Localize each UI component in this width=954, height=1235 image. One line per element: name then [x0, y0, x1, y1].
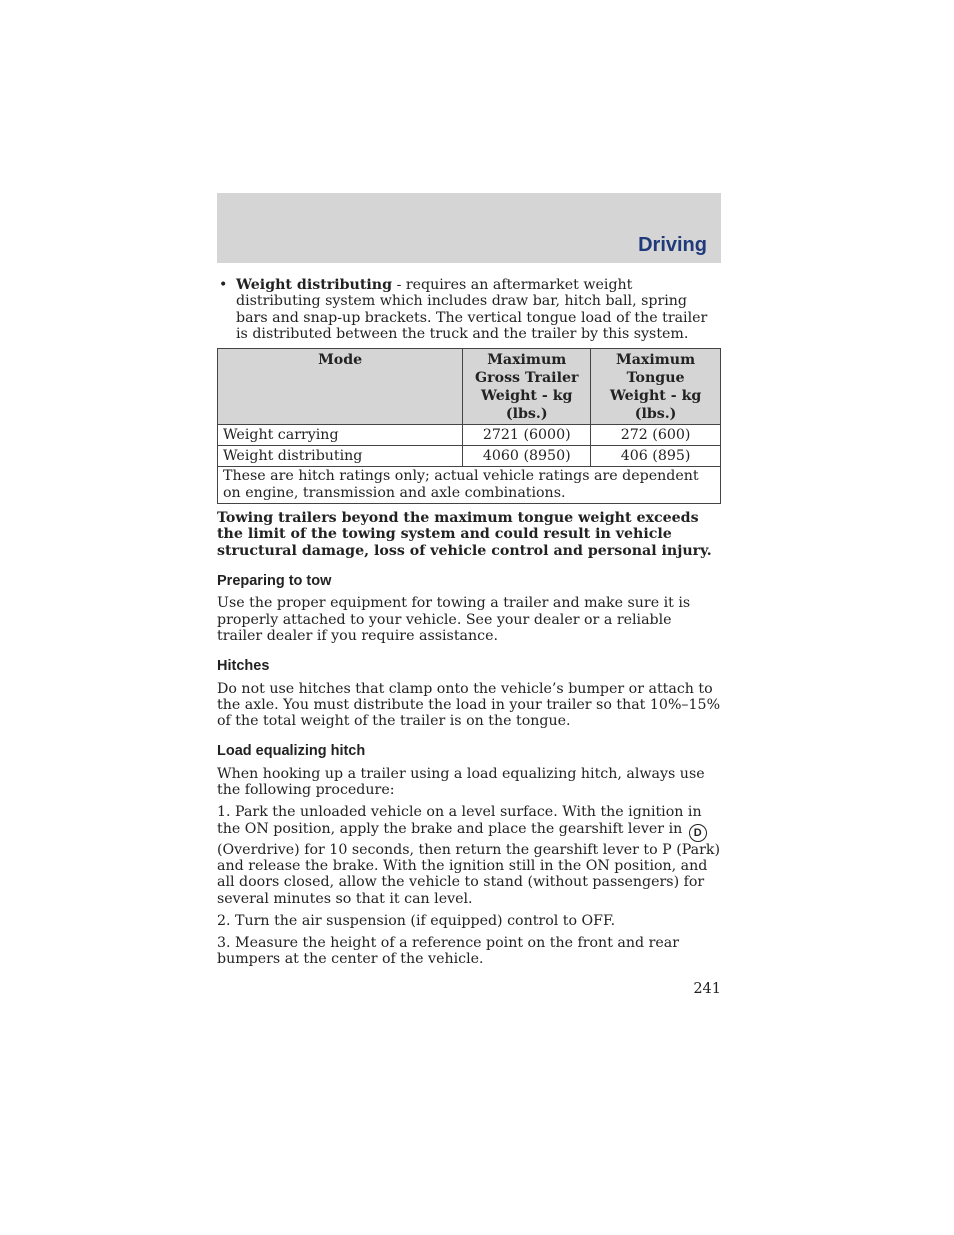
step-1 — [217, 804, 721, 906]
step-2: 2. Turn the air suspension (if equipped) control to OFF. — [217, 912, 616, 929]
table-note: These are hitch ratings only; actual vehicle ratings are dependent on engine, transmission and axle combinations. — [218, 467, 721, 504]
bullet-description: - requires an aftermarket weight distributing system which includes draw bar, hitch ball, spring bars and snap-up brackets. The vertical tongue load of the trailer is distributed between the truck and the trailer by this system. — [236, 277, 708, 342]
step-1-part-a: 1. Park the unloaded vehicle on a level surface. With the ignition in the ON position, apply the brake and place the gearshift lever in — [217, 804, 702, 837]
section-header-band — [217, 193, 721, 263]
header-gross-trailer-weight: Maximum Gross Trailer Weight - kg (lbs.) — [463, 349, 591, 425]
header-tongue-weight: Maximum Tongue Weight - kg (lbs.) — [591, 349, 721, 425]
heading-preparing-to-tow: Preparing to tow — [217, 573, 332, 590]
load-equalizing-intro: When hooking up a trailer using a load equalizing hitch, always use the following procedure: — [217, 765, 705, 799]
table-header-row — [218, 349, 721, 425]
section-title: Driving — [638, 234, 707, 256]
overdrive-d-icon: D — [689, 824, 707, 842]
step-3: 3. Measure the height of a reference point on the front and rear bumpers at the center of the vehicle. — [217, 935, 680, 968]
intro-bullet — [217, 277, 721, 342]
heading-load-equalizing-hitch: Load equalizing hitch — [217, 743, 366, 760]
cell-mode: Weight carrying — [218, 425, 463, 446]
cell-mode: Weight distributing — [218, 446, 463, 467]
bullet-text — [236, 277, 721, 342]
warning-text: Towing trailers beyond the maximum tongue weight exceeds the limit of the towing system and could result in vehicle structural damage, loss of vehicle control and personal injury. — [217, 510, 712, 559]
cell-gross-weight: 2721 (6000) — [463, 425, 591, 446]
table-row — [218, 446, 721, 467]
bullet-term: Weight distributing — [236, 277, 393, 293]
cell-tongue-weight: 406 (895) — [591, 446, 721, 467]
cell-gross-weight: 4060 (8950) — [463, 446, 591, 467]
heading-hitches: Hitches — [217, 658, 270, 675]
table-row — [218, 425, 721, 446]
bullet-icon: • — [219, 277, 228, 293]
page-number: 241 — [693, 981, 721, 997]
page-content — [217, 277, 721, 974]
table-note-row — [218, 467, 721, 504]
step-1-part-b: (Overdrive) for 10 seconds, then return the gearshift lever to P (Park) and release the brake. With the ignition still in the ON position, and all doors closed, allow the vehicle to stand (without passengers) for several minutes so that it can level. — [217, 841, 721, 907]
hitch-ratings-table — [217, 348, 721, 504]
preparing-paragraph: Use the proper equipment for towing a trailer and make sure it is properly attached to your vehicle. See your dealer or a reliable trailer dealer if you require assistance. — [217, 595, 691, 644]
hitches-paragraph: Do not use hitches that clamp onto the vehicle’s bumper or attach to the axle. You must distribute the load in your trailer so that 10%–15% of the total weight of the trailer is on the tongue. — [217, 680, 721, 730]
cell-tongue-weight: 272 (600) — [591, 425, 721, 446]
header-mode: Mode — [218, 349, 463, 425]
